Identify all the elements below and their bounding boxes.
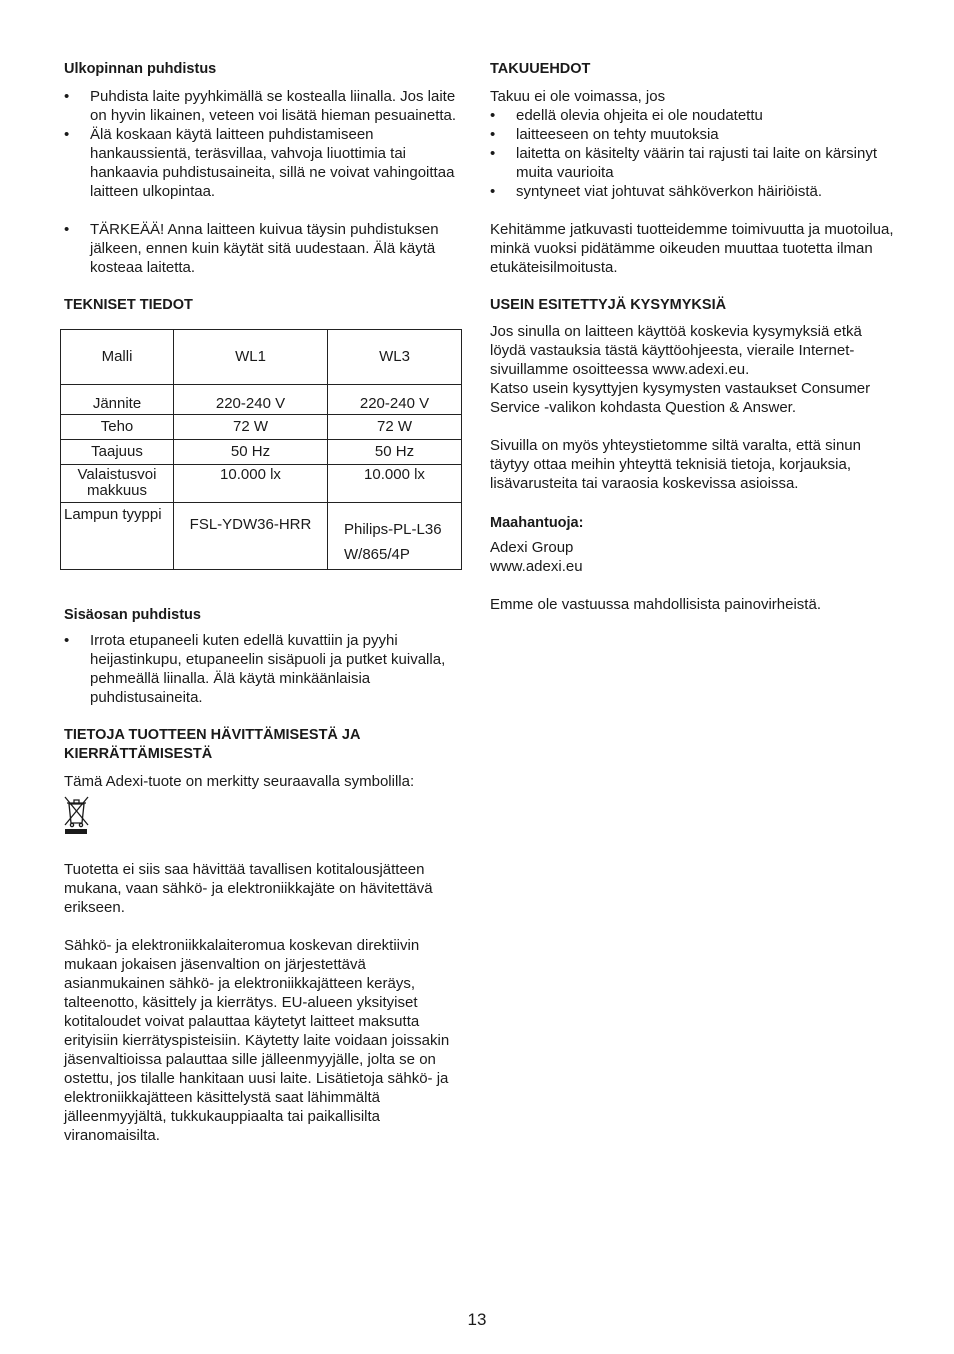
table-cell: 72 W (174, 415, 328, 440)
warranty-heading: TAKUUEHDOT (490, 61, 591, 77)
table-cell: 220-240 V (328, 385, 462, 415)
table-header-cell: Malli (61, 330, 174, 385)
crossed-bin-icon (64, 795, 90, 835)
left-column (64, 60, 462, 1145)
list-item: • Irrota etupaneeli kuten edellä kuvattiin ja pyyhi heijastinkupu, etupaneelin sisäpuoli ja putket kuivalla, pehmeällä liinalla. Älä käytä minkäänlaisia puhdistusaineita. (64, 631, 462, 707)
table-header-row (61, 330, 462, 385)
tech-specs-table (60, 329, 462, 570)
warranty-list (490, 106, 900, 201)
exterior-cleaning-list (64, 87, 462, 277)
list-item: • Älä koskaan käytä laitteen puhdistamiseen hankaussientä, teräsvillaa, vahvoja liuottimia tai hankaavia puhdistusaineita, sillä ne voivat vahingoittaa laitteen ulkopintaa. (64, 125, 462, 201)
interior-cleaning-heading: Sisäosan puhdistus (64, 607, 201, 623)
page-number: 13 (467, 1310, 487, 1329)
warranty-paragraph: Kehitämme jatkuvasti tuotteidemme toimivuutta ja muotoilua, minkä vuoksi pidätämme oikeuden muuttaa tuotetta ilman etukäteisilmoitusta. (490, 221, 894, 276)
table-row (61, 465, 462, 503)
table-cell: Philips-PL-L36W/865/4P (328, 503, 462, 570)
table-cell: FSL-YDW36-HRR (174, 503, 328, 570)
list-item: • TÄRKEÄÄ! Anna laitteen kuivua täysin puhdistuksen jälkeen, ennen kuin käytät sitä uudestaan. Älä käytä kosteaa laitetta. (64, 220, 462, 277)
table-cell: 220-240 V (174, 385, 328, 415)
importer-website: www.adexi.eu (490, 558, 583, 575)
disposal-heading: TIETOJA TUOTTEEN HÄVITTÄMISESTÄ JA KIERRÄTTÄMISESTÄ (64, 727, 360, 762)
table-row (61, 415, 462, 440)
list-item: • Puhdista laite pyyhkimällä se kostealla liinalla. Jos laite on hyvin likainen, veteen voi lisätä hieman pesuainetta. (64, 87, 462, 125)
list-item: • laitteeseen on tehty muutoksia (490, 125, 900, 144)
table-row (61, 503, 462, 570)
importer-heading: Maahantuoja: (490, 515, 584, 531)
table-row (61, 440, 462, 465)
table-cell: Taajuus (61, 440, 174, 465)
faq-paragraph: Jos sinulla on laitteen käyttöä koskevia kysymyksiä etkä löydä vastauksia tästä käyttöohjeesta, vieraile Internet-sivuillamme osoitteessa www.adexi.eu. (490, 323, 862, 378)
table-cell: 10.000 lx (174, 465, 328, 503)
table-cell: 50 Hz (328, 440, 462, 465)
list-item: • laitetta on käsitelty väärin tai rajusti tai laite on kärsinyt muita vaurioita (490, 144, 900, 182)
table-row (61, 385, 462, 415)
faq-heading: USEIN ESITETTYJÄ KYSYMYKSIÄ (490, 297, 727, 313)
disposal-paragraph: Sähkö- ja elektroniikkalaiteromua koskevan direktiivin mukaan jokaisen jäsenvaltion on järjestettävä asianmukainen sähkö- ja elektroniikkajätteen keräys, talteenotto, käsittely ja kierrätys. EU-alueen yksityiset kotitaloudet voivat palauttaa käytetyt laitteet maksutta erityisiin kierrätyspisteisiin. Käytetty laite voidaan joissakin jäsenvaltioissa palauttaa sille jälleenmyyjälle, jolta se on ostettu, jos tilalle hankitaan uusi laite. Lisätietoja sähkö- ja elektroniikkajätteen käsittelystä saat lähimmältä jälleenmyyjältä, tukkukauppiaalta tai paikallisilta viranomaisilta. (64, 937, 450, 1144)
exterior-cleaning-heading: Ulkopinnan puhdistus (64, 61, 217, 77)
table-cell: 50 Hz (174, 440, 328, 465)
table-cell: Valaistusvoi makkuus (61, 465, 174, 503)
disclaimer: Emme ole vastuussa mahdollisista painovirheistä. (490, 596, 821, 613)
table-cell: 72 W (328, 415, 462, 440)
list-item: • edellä olevia ohjeita ei ole noudatettu (490, 106, 900, 125)
table-cell: Lampun tyyppi (61, 503, 174, 570)
table-cell: 10.000 lx (328, 465, 462, 503)
right-column (490, 60, 900, 614)
table-header-cell: WL3 (328, 330, 462, 385)
table-cell: Jännite (61, 385, 174, 415)
table-header-cell: WL1 (174, 330, 328, 385)
importer-name: Adexi Group (490, 539, 574, 556)
list-item: • syntyneet viat johtuvat sähköverkon häiriöistä. (490, 182, 900, 201)
disposal-intro: Tämä Adexi-tuote on merkitty seuraavalla symbolilla: (64, 773, 415, 790)
faq-paragraph: Katso usein kysyttyjen kysymysten vastaukset Consumer Service -valikon kohdasta Question & Answer. (490, 380, 871, 416)
disposal-paragraph: Tuotetta ei siis saa hävittää tavallisen kotitalousjätteen mukana, vaan sähkö- ja elektroniikkajäte on hävitettävä erikseen. (64, 861, 433, 916)
tech-specs-heading: TEKNISET TIEDOT (64, 297, 193, 313)
warranty-intro: Takuu ei ole voimassa, jos (490, 88, 666, 105)
interior-cleaning-list (64, 631, 462, 707)
faq-paragraph: Sivuilla on myös yhteystietomme siltä varalta, että sinun täytyy ottaa meihin yhteyttä teknisiä tietoja, korjauksia, lisävarusteita tai varaosia koskevissa asioissa. (490, 437, 861, 492)
table-cell: Teho (61, 415, 174, 440)
